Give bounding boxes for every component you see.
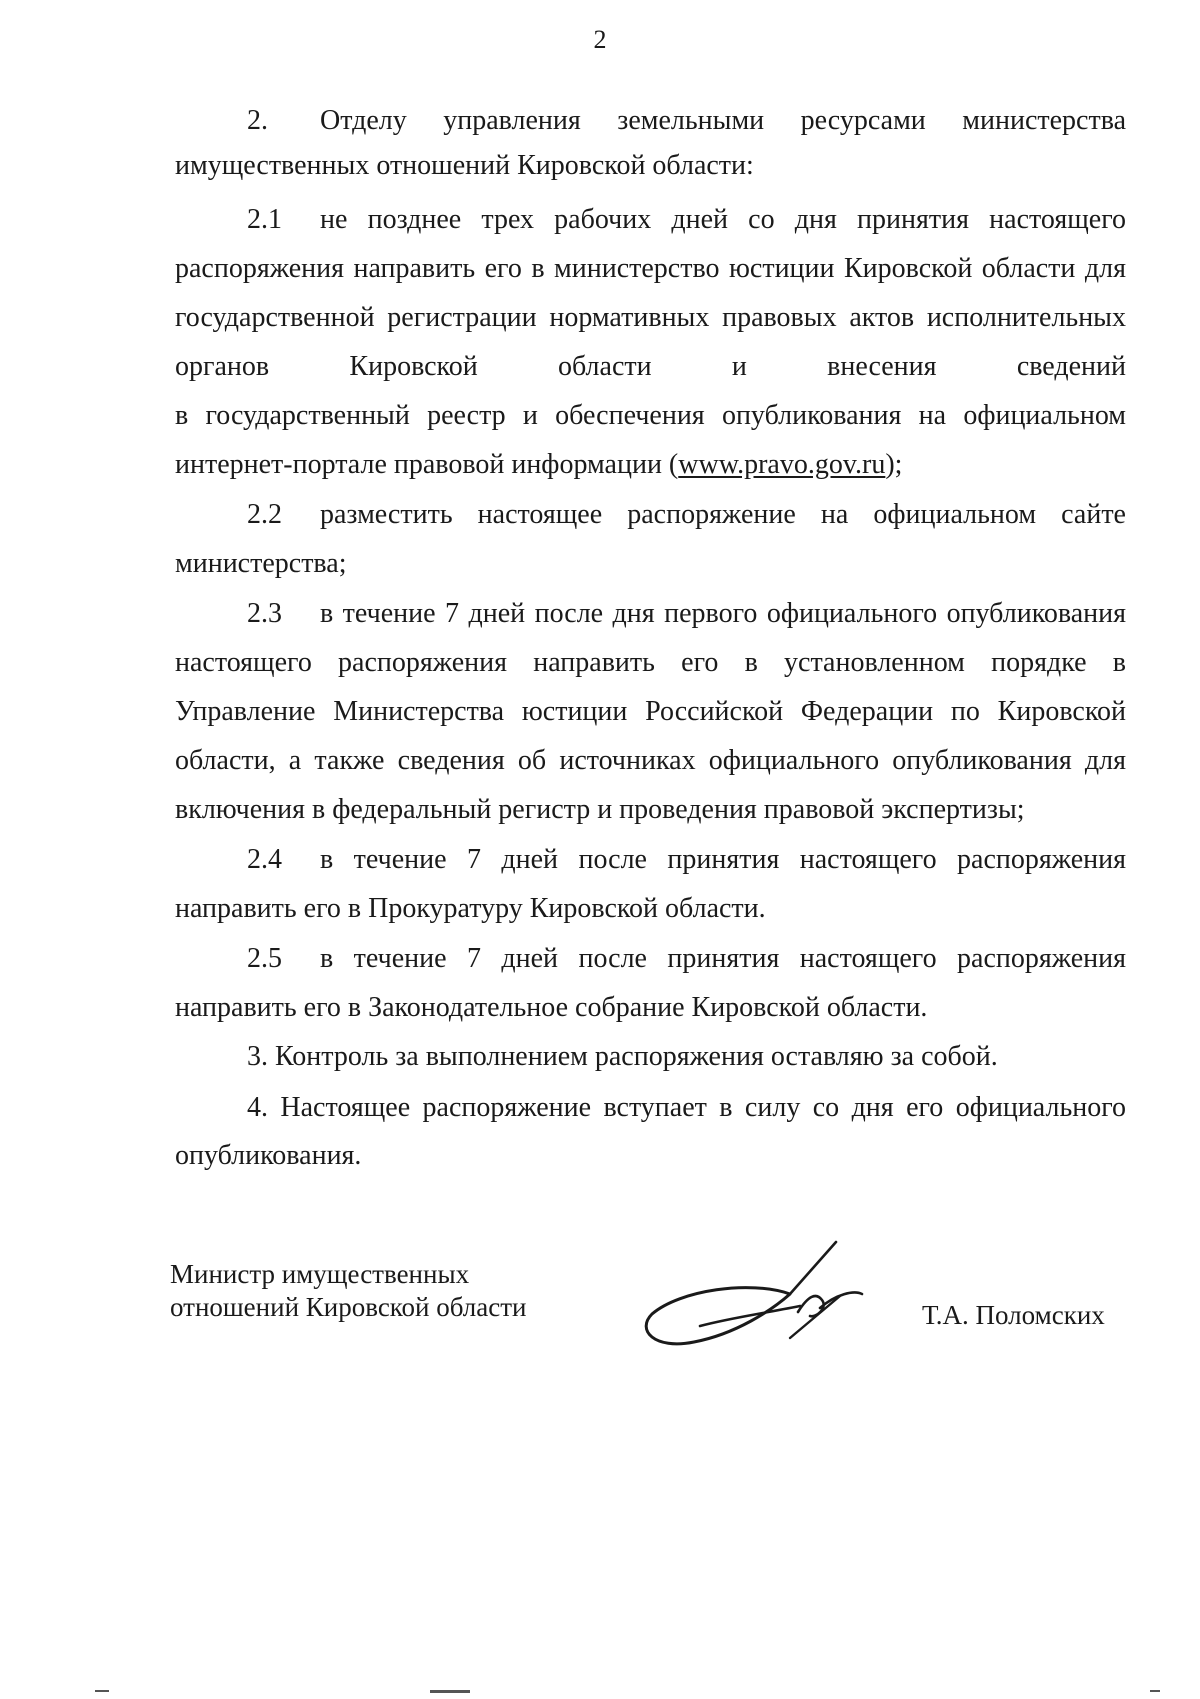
paragraph-2-2-text: разместить настоящее распоряжение на официальном сайте [320,499,1126,530]
paragraph-2-text: Отделу управления земельными ресурсами министерства [320,105,1126,136]
scan-artifact [1150,1690,1160,1692]
signer-position-line-1: Министр имущественных [170,1259,470,1289]
paragraph-2-4-line-1 [247,840,1126,880]
paragraph-2-3-line-1 [247,594,1126,634]
paragraph-2-3-line-4: области, а также сведения об источниках официального опубликования для [175,745,1126,776]
paragraph-2-1-line-6 [175,445,1126,485]
signer-name: Т.А. Поломских [922,1300,1105,1330]
paragraph-2-3-line-5: включения в федеральный регистр и проведения правовой экспертизы; [175,794,1025,825]
signer-position-line-2: отношений Кировской области [170,1292,527,1322]
scan-artifact [95,1690,109,1692]
paragraph-2-4-text: в течение 7 дней после принятия настоящего распоряжения [320,844,1126,875]
paragraph-2-line-1 [247,101,1126,141]
paragraph-2-1-line-6-prefix: интернет-портале правовой информации ( [175,449,679,480]
pravo-gov-link[interactable]: www.pravo.gov.ru [678,449,886,480]
paragraph-2-4-line-2: направить его в Прокуратуру Кировской области. [175,893,766,924]
paragraph-2-number: 2. [247,105,268,136]
paragraph-2-2-line-2: министерства; [175,548,347,579]
paragraph-4-line-1: 4. Настоящее распоряжение вступает в силу со дня его официального [247,1092,1126,1123]
paragraph-3-line-1: 3. Контроль за выполнением распоряжения оставляю за собой. [247,1041,998,1072]
paragraph-2-2-number: 2.2 [247,499,282,530]
paragraph-2-5-text: в течение 7 дней после принятия настоящего распоряжения [320,943,1126,974]
paragraph-2-2-line-1 [247,495,1126,535]
paragraph-2-3-number: 2.3 [247,598,282,629]
handwritten-signature [640,1222,900,1372]
scan-artifact [430,1690,470,1693]
paragraph-2-5-line-1 [247,939,1126,979]
page-number: 2 [593,25,607,54]
paragraph-2-1-line-2: распоряжения направить его в министерство юстиции Кировской области для [175,253,1126,284]
paragraph-2-line-2: имущественных отношений Кировской области: [175,150,754,181]
paragraph-2-1-line-6-suffix: ); [885,449,903,480]
signer-position [170,1258,590,1324]
paragraph-2-3-line-2: настоящего распоряжения направить его в установленном порядке в [175,647,1126,678]
paragraph-2-1-text: не позднее трех рабочих дней со дня принятия настоящего [320,204,1126,235]
paragraph-2-3-text: в течение 7 дней после дня первого официального опубликования [320,598,1126,629]
paragraph-2-1-line-4: органов Кировской области и внесения сведений [175,351,1126,382]
paragraph-2-1-line-3: государственной регистрации нормативных правовых актов исполнительных [175,302,1126,333]
paragraph-2-1-line-1 [247,200,1126,240]
paragraph-2-1-line-5: в государственный реестр и обеспечения опубликования на официальном [175,400,1126,431]
paragraph-2-1-number: 2.1 [247,204,282,235]
paragraph-2-5-line-2: направить его в Законодательное собрание Кировской области. [175,992,928,1023]
paragraph-2-5-number: 2.5 [247,943,282,974]
paragraph-2-4-number: 2.4 [247,844,282,875]
paragraph-4-line-2: опубликования. [175,1140,362,1171]
paragraph-2-3-line-3: Управление Министерства юстиции Российской Федерации по Кировской [175,696,1126,727]
